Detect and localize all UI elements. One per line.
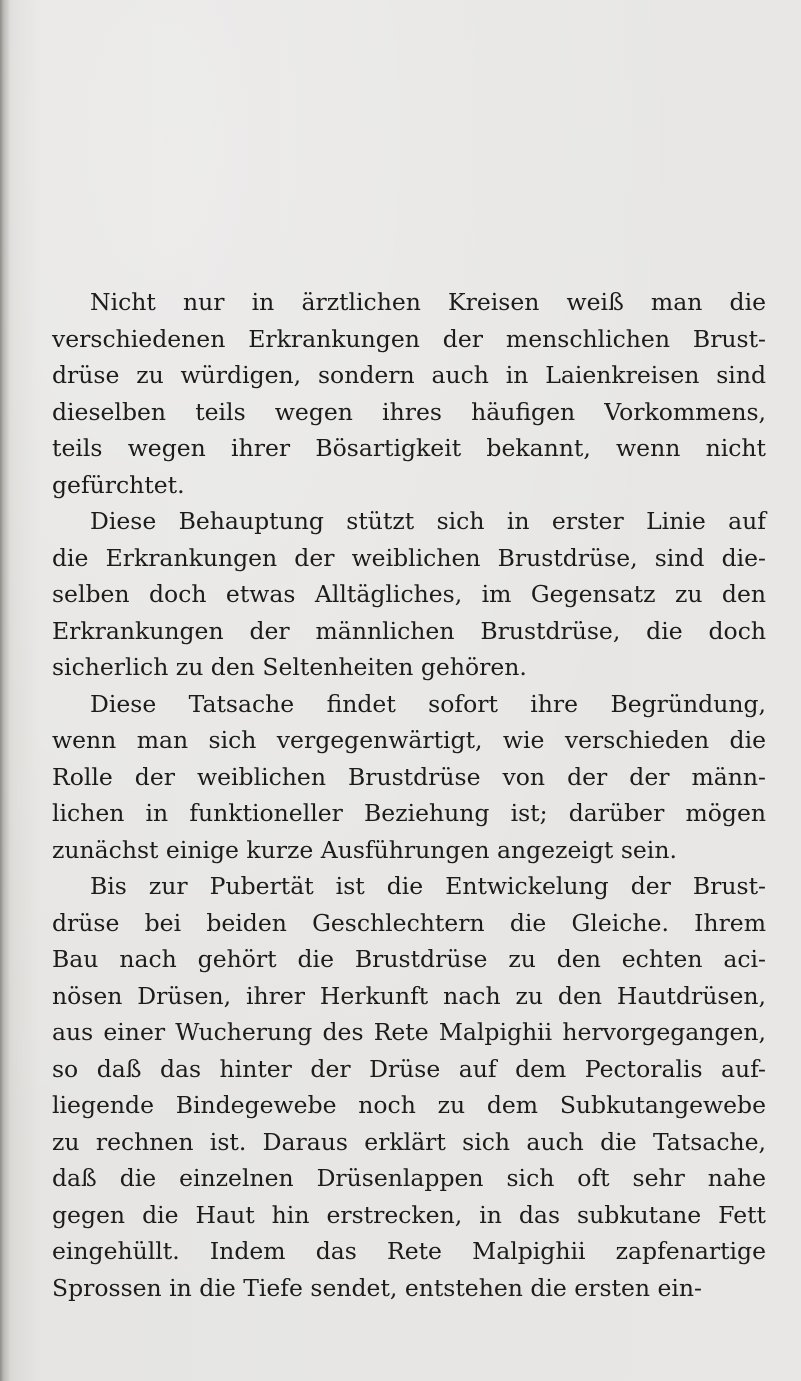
text-line: gegen die Haut hin erstrecken, in das subkutane Fett bbox=[52, 1200, 766, 1229]
paragraph-4 bbox=[52, 868, 766, 1306]
text-line: aus einer Wucherung des Rete Malpighii hervorgegangen, bbox=[52, 1018, 766, 1046]
text-line: so daß das hinter der Drüse auf dem Pectoralis auf- bbox=[52, 1054, 766, 1083]
text-line: liegende Bindegewebe noch zu dem Subkutangewebe bbox=[52, 1091, 766, 1119]
text-line: verschiedenen Erkrankungen der menschlichen Brust- bbox=[52, 324, 766, 353]
text-line: die Erkrankungen der weiblichen Brustdrüse, sind die- bbox=[52, 543, 766, 572]
text-line: sicherlich zu den Seltenheiten gehören. bbox=[52, 653, 527, 681]
text-line: drüse zu würdigen, sondern auch in Laienkreisen sind bbox=[52, 361, 766, 389]
text-line: eingehüllt. Indem das Rete Malpighii zapfenartige bbox=[52, 1237, 766, 1265]
text-line: nösen Drüsen, ihrer Herkunft nach zu den Hautdrüsen, bbox=[52, 981, 766, 1010]
text-line: zu rechnen ist. Daraus erklärt sich auch die Tatsache, bbox=[52, 1127, 766, 1156]
text-line: selben doch etwas Alltägliches, im Gegensatz zu den bbox=[52, 580, 766, 608]
text-line: Erkrankungen der männlichen Brustdrüse, die doch bbox=[52, 616, 766, 645]
text-line: gefürchtet. bbox=[52, 470, 185, 499]
text-line: Bau nach gehört die Brustdrüse zu den echten aci- bbox=[52, 945, 766, 973]
text-line: zunächst einige kurze Ausführungen angezeigt sein. bbox=[52, 835, 677, 864]
page-binding-edge bbox=[0, 0, 10, 1381]
text-line: Diese Behauptung stützt sich in erster Linie auf bbox=[90, 507, 766, 535]
text-line: drüse bei beiden Geschlechtern die Gleiche. Ihrem bbox=[52, 908, 766, 937]
paragraph-3 bbox=[52, 686, 766, 869]
text-line: Nicht nur in ärztlichen Kreisen weiß man die bbox=[90, 288, 766, 316]
text-line: Bis zur Pubertät ist die Entwickelung der Brust- bbox=[90, 872, 766, 900]
body-text bbox=[52, 284, 766, 1306]
paragraph-1 bbox=[52, 284, 766, 503]
text-line: wenn man sich vergegenwärtigt, wie verschieden die bbox=[52, 726, 766, 754]
text-line: lichen in funktioneller Beziehung ist; darüber mögen bbox=[52, 799, 766, 827]
text-line: dieselben teils wegen ihres häufigen Vorkommens, bbox=[52, 397, 766, 426]
text-line: Diese Tatsache findet sofort ihre Begründung, bbox=[90, 689, 766, 718]
text-line: Rolle der weiblichen Brustdrüse von der der männ- bbox=[52, 762, 766, 791]
paragraph-2 bbox=[52, 503, 766, 686]
text-line: teils wegen ihrer Bösartigkeit bekannt, wenn nicht bbox=[52, 434, 766, 462]
text-line: daß die einzelnen Drüsenlappen sich oft sehr nahe bbox=[52, 1164, 766, 1192]
text-line: Sprossen in die Tiefe sendet, entstehen die ersten ein- bbox=[52, 1273, 702, 1302]
